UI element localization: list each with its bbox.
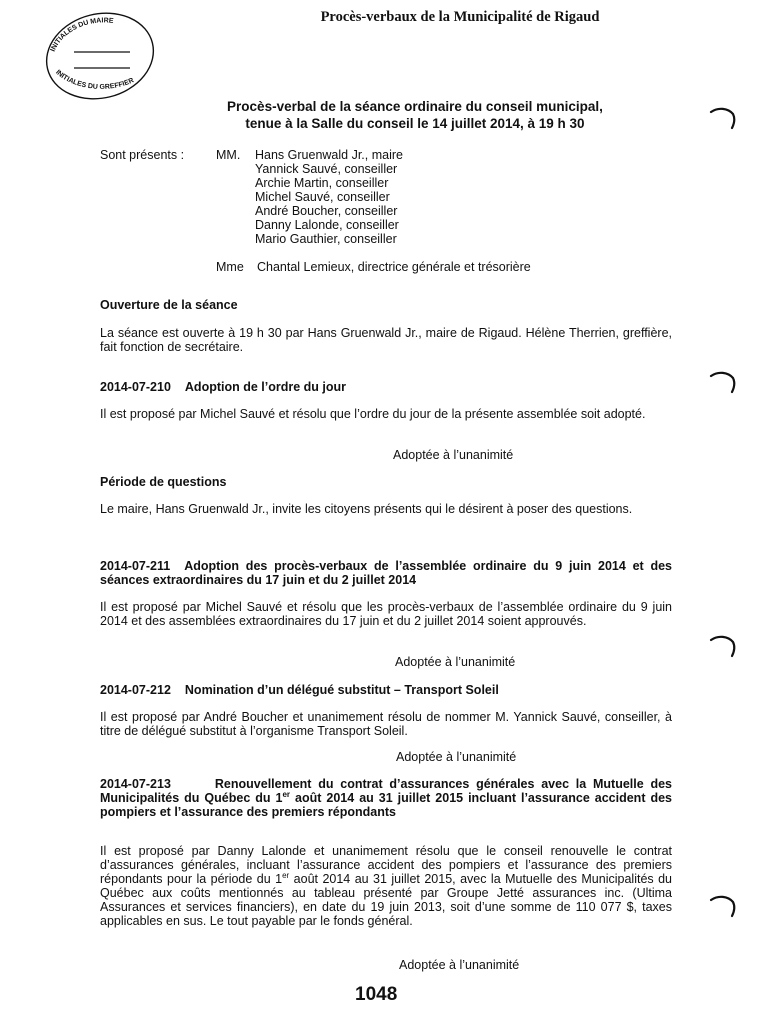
mme-member: Chantal Lemieux, directrice générale et trésorière [257, 260, 531, 274]
resolution-text-part-b: août 2014 au 31 juillet 2015, avec la Mutuelle des Municipalités du Québec aux coûts mentionnés au tableau présenté par Groupe Jetté assurances inc. (Ultima Assurances et services financiers), en date du 19 juin 2013, soit d’une somme de 110 077 $, taxes applicables en sus. Le tout payable par le fonds général. [100, 872, 672, 928]
resolution-title-part-a: Renouvellement du contrat d’assurances générales avec la Mutuelle des Municipalités du Québec du 1 [100, 777, 672, 805]
initials-stamp [30, 6, 164, 102]
adopted-label: Adoptée à l’unanimité [395, 655, 516, 669]
running-title: Procès-verbaux de la Municipalité de Rigaud [320, 9, 600, 25]
adopted-label: Adoptée à l’unanimité [396, 750, 517, 764]
resolution-title: Adoption de l’ordre du jour [184, 380, 347, 394]
svg-text:INITIALES DU GREFFIER [54, 69, 135, 91]
questions-heading: Période de questions [100, 475, 227, 489]
resolution-number: 2014-07-213 [100, 777, 171, 791]
resolution-213-heading [100, 777, 672, 819]
resolution-title: Nomination d’un délégué substitut – Transport Soleil [184, 683, 499, 697]
margin-mark-icon [708, 104, 738, 132]
resolution-210-text: Il est proposé par Michel Sauvé et résolu que l’ordre du jour de la présente assemblée soit adopté. [100, 407, 646, 421]
title-line-1: Procès-verbal de la séance ordinaire du conseil municipal, [227, 99, 603, 114]
margin-mark-icon [708, 368, 738, 396]
member-item: Hans Gruenwald Jr., maire [255, 148, 403, 162]
resolution-210-heading [100, 380, 672, 394]
member-item: Danny Lalonde, conseiller [255, 218, 399, 232]
mme-prefix: Mme [216, 260, 244, 274]
attendance-prefix: MM. [216, 148, 241, 162]
stamp-bottom-text: INITIALES DU GREFFIER [54, 69, 136, 91]
stamp-top-text: INITIALES DU MAIRE [49, 17, 114, 53]
attendance-label: Sont présents : [100, 148, 185, 162]
page-number: 1048 [355, 984, 398, 1005]
resolution-number: 2014-07-210 [100, 380, 171, 394]
resolution-number: 2014-07-211 [100, 559, 171, 573]
members-list [255, 148, 403, 246]
margin-mark-icon [708, 892, 738, 920]
resolution-211-text: Il est proposé par Michel Sauvé et résolu que les procès-verbaux de l’assemblée ordinaire du 9 juin 2014 et des assemblées extraordinaires du 17 juin et du 2 juillet 2014 soient approuvés. [100, 600, 672, 628]
adopted-label: Adoptée à l’unanimité [399, 958, 520, 972]
member-item: André Boucher, conseiller [255, 204, 398, 218]
resolution-text-sup: er [282, 870, 290, 880]
adopted-label: Adoptée à l’unanimité [393, 448, 514, 462]
resolution-title-sup: er [282, 789, 291, 799]
questions-text: Le maire, Hans Gruenwald Jr., invite les citoyens présents qui le désirent à poser des questions. [100, 502, 633, 516]
svg-text:INITIALES DU MAIRE [50, 17, 114, 52]
member-item: Michel Sauvé, conseiller [255, 190, 390, 204]
resolution-number: 2014-07-212 [100, 683, 171, 697]
resolution-213-text [100, 844, 672, 928]
opening-text: La séance est ouverte à 19 h 30 par Hans Gruenwald Jr., maire de Rigaud. Hélène Therrien, greffière, fait fonction de secrétaire. [100, 326, 672, 354]
page-title [180, 98, 650, 132]
member-item: Yannick Sauvé, conseiller [255, 162, 398, 176]
title-line-2: tenue à la Salle du conseil le 14 juillet 2014, à 19 h 30 [245, 116, 585, 131]
resolution-title-part-b: août 2014 au 31 juillet 2015 incluant l’assurance accident des pompiers et l’assurance des premiers répondants [100, 791, 673, 819]
member-item: Mario Gauthier, conseiller [255, 232, 397, 246]
initials-stamp-graphic [30, 6, 164, 102]
resolution-title: Adoption des procès-verbaux de l’assemblée ordinaire du 9 juin 2014 et des séances extraordinaires du 17 juin et du 2 juillet 2014 [100, 559, 672, 587]
resolution-211-heading [100, 559, 672, 587]
resolution-212-text: Il est proposé par André Boucher et unanimement résolu de nommer M. Yannick Sauvé, conseiller, à titre de délégué substitut à l’organisme Transport Soleil. [100, 710, 672, 738]
resolution-text-part-a: Il est proposé par Danny Lalonde et unanimement résolu que le conseil renouvelle le contrat d’assurances générales, incluant l’assurance accident des pompiers et l’assurance des premiers répondants pour la période du 1 [100, 844, 672, 886]
member-item: Archie Martin, conseiller [255, 176, 389, 190]
opening-heading: Ouverture de la séance [100, 298, 238, 312]
resolution-212-heading [100, 683, 672, 697]
margin-mark-icon [708, 632, 738, 660]
